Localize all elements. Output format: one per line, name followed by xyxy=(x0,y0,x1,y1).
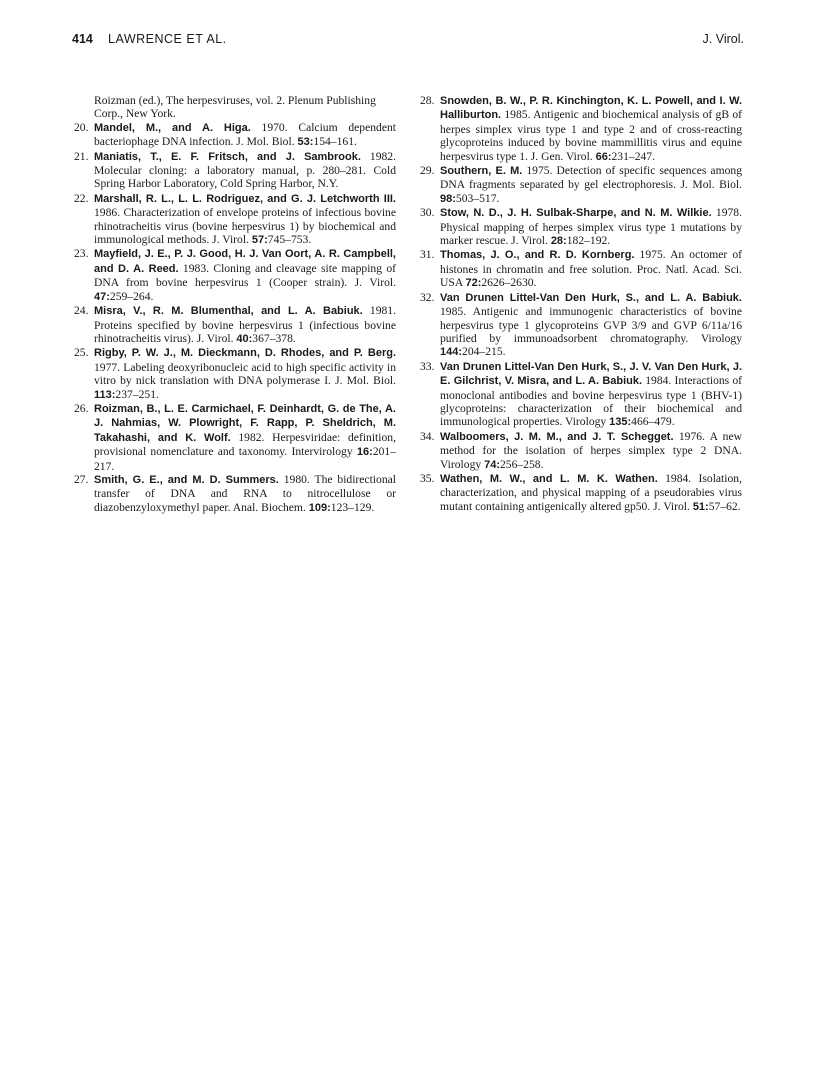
reference-pages: 201–217. xyxy=(94,445,396,473)
reference-number: 20. xyxy=(74,120,89,134)
journal-name: J. Virol. xyxy=(702,32,744,46)
left-reference-list xyxy=(74,121,396,515)
right-column xyxy=(420,94,742,514)
reference-authors: Smith, G. E., and M. D. Summers. xyxy=(94,473,279,486)
reference-number: 33. xyxy=(420,359,435,373)
reference-pages: 182–192. xyxy=(566,234,611,248)
reference-number: 35. xyxy=(420,471,435,485)
reference-number: 34. xyxy=(420,429,435,443)
reference-authors: Snowden, B. W., P. R. Kinchington, K. L. Powell, and I. W. Halliburton. xyxy=(440,95,742,122)
reference-volume: 113: xyxy=(94,388,116,401)
reference-authors: Southern, E. M. xyxy=(440,165,523,178)
reference-text: 1985. Antigenic and biochemical analysis of gB of herpes simplex virus type 1 and type 2 and of cross-reacting glycoproteins induced by bovine mammillitis virus and equine herpesvirus type 1. J. Gen. Virol. xyxy=(440,108,742,163)
reference-text: 1982. Herpesviridae: definition, provisional nomenclature and taxonomy. Intervirology xyxy=(94,430,396,459)
reference-entry xyxy=(420,206,742,248)
reference-text: 1986. Characterization of envelope proteins of infectious bovine rhinotracheitis virus (bovine herpesvirus 1) by biochemical and immunological methods. J. Virol. xyxy=(94,206,396,247)
reference-volume: 53: xyxy=(297,136,314,149)
reference-entry xyxy=(74,247,396,304)
reference-continuation: Roizman (ed.), The herpesviruses, vol. 2. Plenum Publishing Corp., New York. xyxy=(94,94,376,121)
reference-authors: Mandel, M., and A. Higa. xyxy=(94,121,251,134)
reference-text: 1984. Isolation, characterization, and physical mapping of a pseudorabies virus mutant containing antigenically altered gp50. J. Virol. xyxy=(440,471,742,513)
reference-volume: 109: xyxy=(308,501,331,514)
reference-authors: Marshall, R. L., L. L. Rodriguez, and G. J. Letchworth III. xyxy=(94,192,396,205)
reference-number: 31. xyxy=(420,248,435,262)
reference-pages: 503–517. xyxy=(455,191,500,205)
reference-number: 28. xyxy=(420,94,435,107)
reference-entry xyxy=(74,402,396,473)
reference-pages: 256–258. xyxy=(499,457,544,471)
reference-authors: Walboomers, J. M. M., and J. T. Schegget. xyxy=(440,430,674,443)
reference-authors: Rigby, P. W. J., M. Dieckmann, D. Rhodes, and P. Berg. xyxy=(94,347,396,360)
reference-pages: 204–215. xyxy=(462,345,506,359)
page-header xyxy=(72,32,744,52)
reference-authors: Misra, V., R. M. Blumenthal, and L. A. Babiuk. xyxy=(94,305,363,318)
reference-entry xyxy=(420,430,742,472)
reference-entry xyxy=(420,248,742,290)
reference-entry xyxy=(74,304,396,346)
reference-volume: 72: xyxy=(465,277,482,290)
reference-entry xyxy=(420,360,742,430)
reference-authors: Stow, N. D., J. H. Sulbak-Sharpe, and N. M. Wilkie. xyxy=(440,207,712,220)
reference-volume: 135: xyxy=(609,416,632,429)
reference-volume: 98: xyxy=(440,192,456,205)
reference-entry xyxy=(420,94,742,164)
reference-authors: Mayfield, J. E., P. J. Good, H. J. Van Oort, A. R. Campbell, and D. A. Reed. xyxy=(94,248,396,275)
left-column xyxy=(74,94,396,515)
reference-authors: Maniatis, T., E. F. Fritsch, and J. Sambrook. xyxy=(94,150,361,163)
reference-number: 25. xyxy=(74,346,89,360)
page-number: 414 xyxy=(72,32,93,46)
reference-text: 1977. Labeling deoxyribonucleic acid to high specific activity in vitro by nick translation with DNA polymerase I. J. Mol. Biol. xyxy=(94,360,396,388)
running-head: LAWRENCE ET AL. xyxy=(108,32,227,46)
reference-pages: 154–161. xyxy=(313,135,357,149)
reference-number: 22. xyxy=(74,191,89,205)
reference-number: 32. xyxy=(420,290,435,304)
reference-entry xyxy=(74,346,396,402)
reference-pages: 367–378. xyxy=(252,331,296,345)
reference-number: 23. xyxy=(74,247,89,261)
reference-pages: 2626–2630. xyxy=(481,276,537,290)
reference-volume: 16: xyxy=(356,446,373,459)
reference-volume: 74: xyxy=(484,458,500,471)
reference-pages: 237–251. xyxy=(115,387,159,401)
reference-number: 27. xyxy=(74,472,89,486)
reference-volume: 66: xyxy=(595,150,612,163)
reference-text: 1975. Detection of specific sequences among DNA fragments separated by gel electrophoresis. J. Mol. Biol. xyxy=(440,164,742,192)
reference-number: 29. xyxy=(420,164,435,178)
reference-text: 1975. An octomer of histones in chromatin and free solution. Proc. Natl. Acad. Sci. USA xyxy=(440,248,742,290)
reference-authors: Thomas, J. O., and R. D. Kornberg. xyxy=(440,249,635,262)
reference-text: 1983. Cloning and cleavage site mapping of DNA from bovine herpesvirus 1 (Cooper strain). J. Virol. xyxy=(94,261,396,290)
reference-pages: 123–129. xyxy=(330,500,375,514)
reference-volume: 51: xyxy=(692,500,709,513)
reference-entry xyxy=(420,291,742,360)
reference-entry xyxy=(420,164,742,206)
reference-volume: 57: xyxy=(251,234,268,247)
reference-volume: 40: xyxy=(236,332,253,345)
right-reference-list xyxy=(420,94,742,514)
reference-entry xyxy=(74,473,396,515)
reference-authors: Roizman, B., L. E. Carmichael, F. Deinhardt, G. de The, A. J. Nahmias, W. Plowright, F. Rapp, P. Sheldrich, M. Takahashi, and K. Wolf. xyxy=(94,402,396,444)
reference-number: 24. xyxy=(74,304,89,318)
reference-authors: Wathen, M. W., and L. M. K. Wathen. xyxy=(440,472,658,485)
reference-pages: 259–264. xyxy=(109,289,154,303)
reference-text: 1984. Interactions of monoclonal antibodies and bovine herpesvirus type 1 (BHV-1) glycoproteins: characterization of their biochemical and immunological properties. Virology xyxy=(440,374,743,429)
reference-authors: Van Drunen Littel-Van Den Hurk, S., J. V. Van Den Hurk, J. E. Gilchrist, V. Misra, and L. A. Babiuk. xyxy=(440,360,742,388)
reference-text: 1981. Proteins specified by bovine herpesvirus 1 (infectious bovine rhinotracheitis virus). J. Virol. xyxy=(94,304,396,345)
reference-text: 1976. A new method for the isolation of herpes simplex type 2 DNA. Virology xyxy=(440,429,742,471)
reference-pages: 231–247. xyxy=(611,149,655,163)
reference-number: 26. xyxy=(74,401,89,415)
reference-pages: 466–479. xyxy=(631,415,675,429)
reference-number: 21. xyxy=(74,149,89,163)
reference-text: 1970. Calcium dependent bacteriophage DNA infection. J. Mol. Biol. xyxy=(94,120,396,149)
reference-volume: 47: xyxy=(94,290,110,303)
reference-text: 1985. Antigenic and immunogenic characteristics of bovine herpesvirus type 1 glycoproteins GVP 3/9 and GVP 6/11a/16 purified by immunoadsorbent chromatography. Virology xyxy=(440,305,742,345)
reference-entry xyxy=(74,121,396,150)
reference-pages: 57–62. xyxy=(708,499,741,513)
reference-number: 30. xyxy=(420,206,435,220)
reference-text: 1980. The bidirectional transfer of DNA and RNA to nitrocellulose or diazobenzyloxymethyl paper. Anal. Biochem. xyxy=(94,472,396,514)
reference-volume: 28: xyxy=(550,235,567,248)
reference-text: 1978. Physical mapping of herpes simplex virus type 1 mutations by marker rescue. J. Virol. xyxy=(440,206,742,248)
reference-entry xyxy=(420,472,742,514)
reference-text: 1982. Molecular cloning: a laboratory manual, p. 280–281. Cold Spring Harbor Laboratory, Cold Spring Harbor, N.Y. xyxy=(94,149,396,191)
reference-pages: 745–753. xyxy=(267,233,312,247)
reference-entry xyxy=(74,150,396,192)
reference-entry xyxy=(74,192,396,248)
reference-authors: Van Drunen Littel-Van Den Hurk, S., and L. A. Babiuk. xyxy=(440,291,742,304)
reference-volume: 144: xyxy=(440,346,463,359)
